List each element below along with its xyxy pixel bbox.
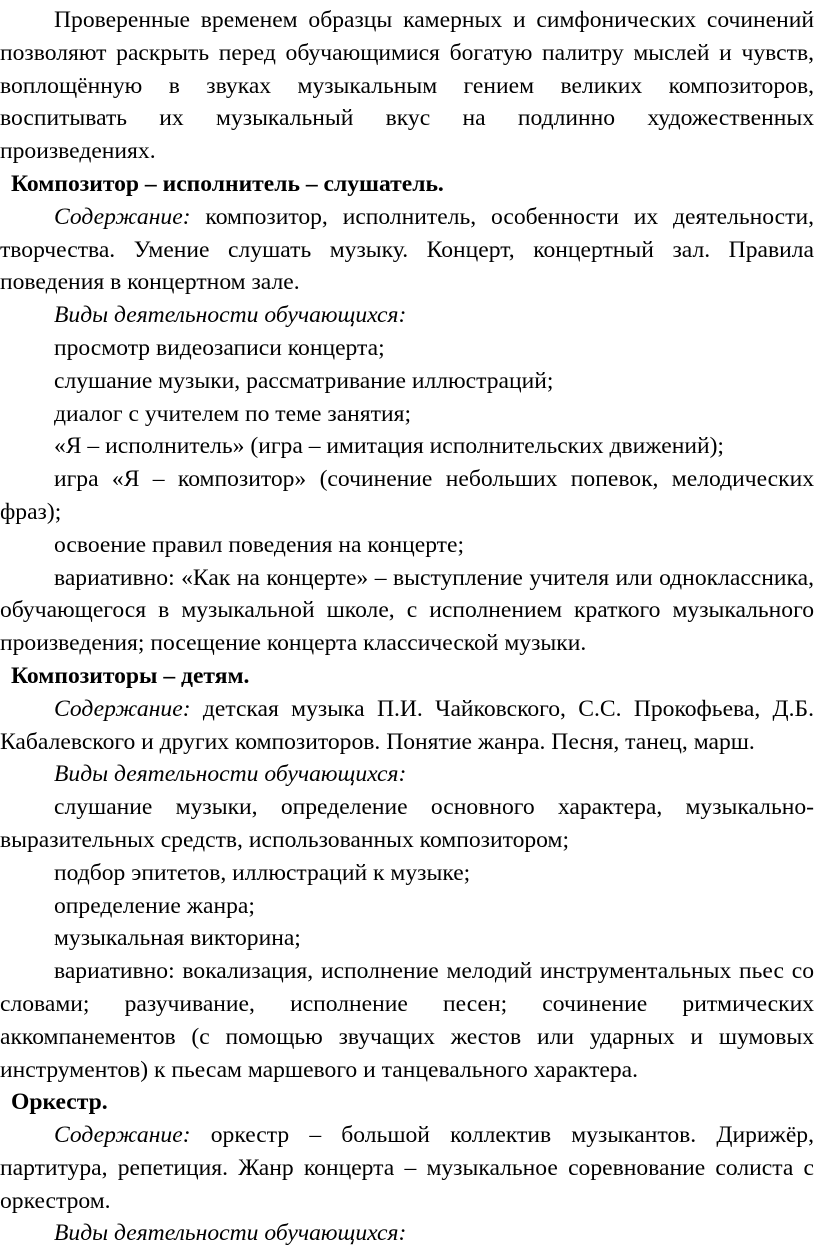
activity-item: слушание музыки, рассматривание иллюстраций; — [54, 367, 554, 394]
section-content-paragraph — [0, 693, 814, 759]
activity-item: игра «Я – композитор» (сочинение небольших попевок, мелодических фраз); — [0, 466, 814, 525]
activity-item: музыкальная викторина; — [54, 925, 301, 952]
activities-label: Виды деятельности обучающихся: — [54, 302, 407, 329]
activities-label: Виды деятельности обучающихся: — [54, 761, 407, 788]
activity-item: определение жанра; — [54, 892, 255, 919]
content-text: оркестр – большой коллектив музыкантов. Дирижёр, партитура, репетиция. Жанр концерта – музыкальное соревнование солиста с оркестром. — [0, 1122, 814, 1214]
activity-item: освоение правил поведения на концерте; — [54, 531, 465, 558]
content-label: Содержание: — [54, 203, 191, 230]
activity-item: вариативно: «Как на концерте» – выступление учителя или одноклассника, обучающегося в музыкальной школе, с исполнением краткого музыкального произведения; посещение концерта классической музыки. — [0, 564, 814, 657]
content-label: Содержание: — [54, 695, 191, 722]
intro-paragraph: Проверенные временем образцы камерных и симфонических сочинений позволяют раскрыть перед обучающимися богатую палитру мыслей и чувств, воплощённую в звуках музыкальным гением великих композиторов, воспитывать их музыкальный вкус на подлинно художественных произведениях. — [0, 7, 814, 165]
activity-item: слушание музыки, определение основного характера, музыкально-выразительных средств, использованных композитором; — [0, 794, 814, 853]
activity-item: вариативно: вокализация, исполнение мелодий инструментальных пьес со словами; разучивание, исполнение песен; сочинение ритмических аккомпанементов (с помощью звучащих жестов или ударных и шумовых инструментов) к пьесам маршевого и танцевального характера. — [0, 958, 814, 1083]
content-label: Содержание: — [54, 1122, 191, 1149]
activity-item: диалог с учителем по теме занятия; — [54, 400, 411, 427]
section-heading-composers-for-children: Композиторы – детям. — [11, 662, 250, 689]
section-heading-orchestra: Оркестр. — [11, 1089, 108, 1116]
section-content-paragraph — [0, 201, 814, 299]
activity-item: «Я – исполнитель» (игра – имитация исполнительских движений); — [54, 433, 724, 460]
section-content-paragraph — [0, 1119, 814, 1217]
activity-item: подбор эпитетов, иллюстраций к музыке; — [54, 859, 471, 886]
section-heading-composer-performer-listener: Композитор – исполнитель – слушатель. — [11, 170, 444, 197]
activity-item: просмотр видеозаписи концерта; — [54, 334, 385, 361]
content-text: детская музыка П.И. Чайковского, С.С. Прокофьева, Д.Б. Кабалевского и других композиторов. Понятие жанра. Песня, танец, марш. — [0, 695, 814, 755]
content-text: композитор, исполнитель, особенности их деятельности, творчества. Умение слушать музыку. Концерт, концертный зал. Правила поведения в концертном зале. — [0, 203, 814, 296]
activities-label: Виды деятельности обучающихся: — [54, 1220, 407, 1247]
